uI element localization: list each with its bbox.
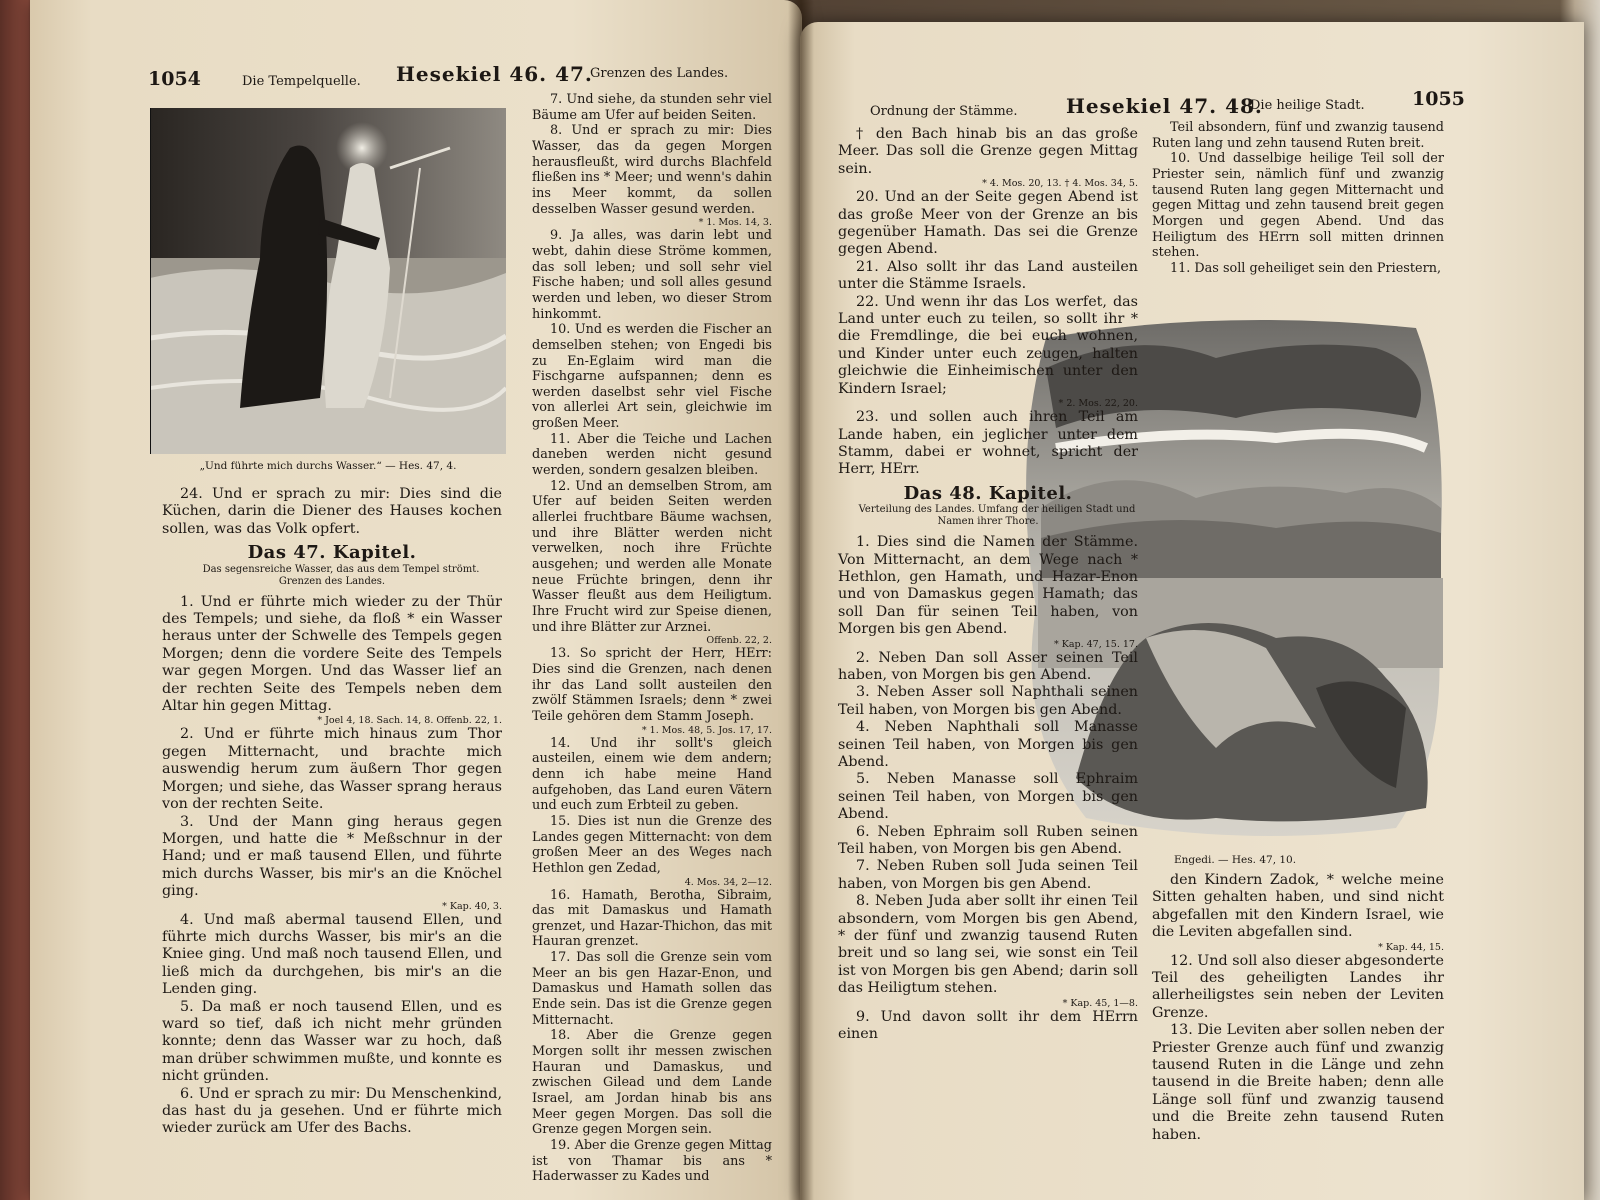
verse: 8. Und er sprach zu mir: Dies Wasser, das da gegen Morgen herausfleußt, wird durchs Blachfeld fließen ins * Meer; und wenn's dahin ins Meer kommt, da sollen desselben Wasser gesund werden. [532, 123, 772, 217]
verse: 9. Ja alles, was darin lebt und webt, dahin diese Ströme kommen, das soll leben; und soll sehr viel Fische haben; und soll alles gesund werden und leben, wo dieser Strom hinkommt. [532, 228, 772, 322]
right-column-2-top [1152, 120, 1444, 300]
verse: 1. Und er führte mich wieder zu der Thür des Tempels; und siehe, da floß * ein Wasser heraus unter der Schwelle des Tempels gegen Morgen; denn die vordere Seite des Tempels war gegen Morgen. Und das Wasser lief an der rechten Seite des Tempels neben dem Altar hin gegen Mittag. [162, 593, 502, 715]
cross-reference-footnote: * 1. Mos. 14, 3. [698, 217, 772, 229]
verse: Teil absondern, fünf und zwanzig tausend Ruten lang und zehn tausend Ruten breit. [1152, 120, 1444, 151]
verse: 14. Und ihr sollt's gleich austeilen, einem wie dem andern; denn ich habe meine Hand aufgehoben, das Land euren Vätern und euch zum Erbteil zu geben. [532, 735, 772, 814]
cross-reference-footnote: 4. Mos. 34, 2—12. [684, 876, 772, 888]
chapter-heading: Das 47. Kapitel. [247, 542, 417, 564]
verse: 23. und sollen auch ihren Teil am Lande haben, ein jeglicher unter dem Stamm, dabei er wohnet, spricht der Herr, HErr. [838, 409, 1138, 478]
running-head-left-of-right: Ordnung der Stämme. [870, 104, 1018, 119]
verse: 12. Und soll also dieser abgesonderte Teil des geheiligten Landes ihr allerheiligstes sein neben der Leviten Grenze. [1152, 952, 1444, 1021]
running-title-left: Hesekiel 46. 47. [396, 62, 593, 86]
verse: 18. Aber die Grenze gegen Morgen sollt ihr messen zwischen Hauran und Damaskus, und zwischen Gilead und dem Lande Israel, am Jordan hinab bis ans Meer gegen Morgen. Das soll die Grenze gegen Morgen sein. [532, 1028, 772, 1138]
verse: 13. So spricht der Herr, HErr: Dies sind die Grenzen, nach denen ihr das Land sollt austeilen den zwölf Stämmen Israels; denn * zwei Teile gehören dem Stamm Joseph. [532, 646, 772, 724]
verse: 21. Also sollt ihr das Land austeilen unter die Stämme Israels. [838, 258, 1138, 293]
cross-reference-footnote: * 1. Mos. 48, 5. Jos. 17, 17. [641, 724, 772, 736]
verse: 24. Und er sprach zu mir: Dies sind die Küchen, darin die Diener des Hauses kochen sollen, was das Volk opfert. [162, 486, 502, 537]
illustration-caption-right: Engedi. — Hes. 47, 10. [1173, 854, 1297, 866]
verse: 10. Und es werden die Fischer an demselben stehen; von Engedi bis zu En-Eglaim wird man die Fischgarne aufspannen; denn es werden daselbst sehr viel Fische von allerlei Art sein, gleichwie im großen Meer. [532, 322, 772, 432]
verse: 3. Neben Asser soll Naphthali seinen Teil haben, von Morgen bis gen Abend. [838, 684, 1138, 718]
cross-reference-footnote: * 4. Mos. 20, 13. † 4. Mos. 34, 5. [982, 178, 1138, 190]
book-gutter [788, 0, 814, 1200]
verse: 7. Und siehe, da stunden sehr viel Bäume am Ufer auf beiden Seiten. [532, 92, 772, 123]
verse: 15. Dies ist nun die Grenze des Landes gegen Mitternacht: von dem großen Meer an des Weges nach Hethlon gen Zedad, [532, 813, 772, 876]
running-head-right: Die heilige Stadt. [1250, 98, 1365, 113]
verse: 17. Das soll die Grenze sein vom Meer an bis gen Hazar-Enon, und Damaskus und Hamath sollen das Ende sein. Das ist die Grenze gegen Mitternacht. [532, 950, 772, 1028]
right-column-1 [838, 126, 1138, 1186]
verse: 22. Und wenn ihr das Los werfet, das Land unter euch zu teilen, so sollt ihr * die Fremdlinge, die bei euch wohnen, und Kinder unter euch zeugen, halten gleichwie die Einheimischen unter den Kindern Israel; [838, 293, 1138, 397]
cross-reference-footnote: * Joel 4, 18. Sach. 14, 8. Offenb. 22, 1. [317, 715, 502, 727]
left-column-1 [162, 486, 502, 1186]
verse: 11. Das soll geheiliget sein den Priestern, [1170, 260, 1442, 276]
verse: 11. Aber die Teiche und Lachen daneben werden nicht gesund werden, sondern gesalzen bleiben. [532, 431, 772, 479]
illustration-caption-left: „Und führte mich durchs Wasser.“ — Hes. 47, 4. [199, 460, 457, 472]
page-number-left: 1054 [148, 68, 201, 90]
verse: 1. Dies sind die Namen der Stämme. Von Mitternacht, an dem Wege nach * Hethlon, gen Hamath, und Hazar-Enon und von Damaskus gegen Hamath; das soll Dan für seinen Teil haben, von Morgen bis gen Abend. [838, 534, 1138, 638]
verse: 7. Neben Ruben soll Juda seinen Teil haben, von Morgen bis gen Abend. [838, 858, 1138, 892]
verse: 10. Und dasselbige heilige Teil soll der Priester sein, nämlich fünf und zwanzig tausend Ruten lang gegen Mitternacht und gegen Mittag und zehn tausend breit gegen Morgen und gegen Abend. Und das Heiligtum des HErrn soll mitten drinnen stehen. [1152, 151, 1444, 261]
chapter-summary: Verteilung des Landes. Umfang der heiligen Stadt und Namen ihrer Thore. [858, 504, 1136, 528]
verse: 3. Und der Mann ging heraus gegen Morgen, und hatte die * Meßschnur in der Hand; und er maß tausend Ellen, und führte mich durchs Wasser, bis mir's an die Knöchel ging. [162, 813, 502, 900]
verse: 12. Und an demselben Strom, am Ufer auf beiden Seiten werden allerlei fruchtbare Bäume wachsen, und ihre Blätter werden nicht verwelken, noch ihre Früchte ausgehen; und werden alle Monate neue Früchte bringen, denn ihr Wasser fleußt aus dem Heiligtum. Ihre Frucht wird zur Speise dienen, und ihre Blätter zur Arznei. [532, 478, 772, 635]
running-title-right: Hesekiel 47. 48. [1066, 94, 1263, 118]
verse: 8. Neben Juda aber sollt ihr einen Teil absondern, vom Morgen bis gen Abend, * der fünf und zwanzig tausend Ruten breit und so lang sei, wie sonst ein Teil ist von Morgen bis gen Abend; darin soll das Heiligtum stehen. [838, 893, 1138, 997]
verse: 5. Da maß er noch tausend Ellen, und es ward so tief, daß ich nicht mehr gründen konnte; denn das Wasser war zu hoch, daß man drüber schwimmen mußte, und konnte es nicht gründen. [162, 998, 502, 1085]
cross-reference-footnote: * Kap. 45, 1—8. [1062, 997, 1138, 1009]
verse: 5. Neben Manasse soll Ephraim seinen Teil haben, von Morgen bis gen Abend. [838, 771, 1138, 823]
running-head-left: Die Tempelquelle. [242, 74, 361, 89]
chapter-summary: Das segensreiche Wasser, das aus dem Tempel strömt. Grenzen des Landes. [202, 563, 480, 587]
verse: 4. Neben Naphthali soll Manasse seinen Teil haben, von Morgen bis gen Abend. [838, 719, 1138, 770]
cross-reference-footnote: * Kap. 40, 3. [442, 900, 502, 912]
cross-reference-footnote: Offenb. 22, 2. [706, 635, 772, 647]
verse: 2. Neben Dan soll Asser seinen Teil haben, von Morgen bis gen Abend. [838, 649, 1138, 683]
cross-reference-footnote: * Kap. 47, 15. 17. [1053, 638, 1138, 650]
chapter-heading: Das 48. Kapitel. [903, 482, 1073, 504]
right-page [800, 22, 1584, 1200]
verse: 13. Die Leviten aber sollen neben der Priester Grenze auch fünf und zwanzig tausend Ruten in die Länge und zehn tausend in die Breite haben; denn alle Länge soll fünf und zwanzig tausend und die Breite zehn tausend Ruten haben. [1152, 1022, 1444, 1143]
left-page [30, 0, 802, 1200]
right-column-2-bottom [1152, 872, 1444, 1172]
verse: 6. Und er sprach zu mir: Du Menschenkind, das hast du ja gesehen. Und er führte mich wieder zurück am Ufer des Bachs. [162, 1085, 502, 1137]
cross-reference-footnote: * Kap. 44, 15. [1378, 941, 1444, 953]
verse: 9. Und davon sollt ihr dem HErrn einen [838, 1008, 1138, 1043]
verse: † den Bach hinab bis an das große Meer. Das soll die Grenze gegen Mittag sein. [838, 126, 1138, 177]
verse: 4. Und maß abermal tausend Ellen, und führte mich durchs Wasser, bis mir's an die Kniee ging. Und maß noch tausend Ellen, und ließ mich da durchgehen, bis mir's an die Lenden ging. [162, 911, 502, 998]
running-head-right-of-left: Grenzen des Landes. [590, 66, 729, 81]
cross-reference-footnote: * 2. Mos. 22, 20. [1058, 398, 1138, 410]
illustration-angel-and-prophet [150, 108, 506, 454]
verse: 19. Aber die Grenze gegen Mittag ist von Thamar bis ans * Haderwasser zu Kades und [532, 1138, 772, 1185]
verse: 16. Hamath, Berotha, Sibraim, das mit Damaskus und Hamath grenzet, und Hazar-Thichon, das mit Hauran grenzet. [532, 887, 772, 950]
left-column-2 [532, 92, 772, 1192]
page-number-right: 1055 [1412, 88, 1465, 110]
verse: 6. Neben Ephraim soll Ruben seinen Teil haben, von Morgen bis gen Abend. [838, 823, 1138, 858]
verse: den Kindern Zadok, * welche meine Sitten gehalten haben, und sind nicht abgefallen mit den Kindern Israel, wie die Leviten abgefallen sind. [1152, 872, 1444, 941]
verse: 20. Und an der Seite gegen Abend ist das große Meer von der Grenze an bis gegenüber Hamath. Das sei die Grenze gegen Abend. [838, 189, 1138, 258]
verse: 2. Und er führte mich hinaus zum Thor gegen Mitternacht, und brachte mich auswendig herum zum äußern Thor gegen Morgen; und siehe, das Wasser sprang heraus von der rechten Seite. [162, 726, 502, 813]
